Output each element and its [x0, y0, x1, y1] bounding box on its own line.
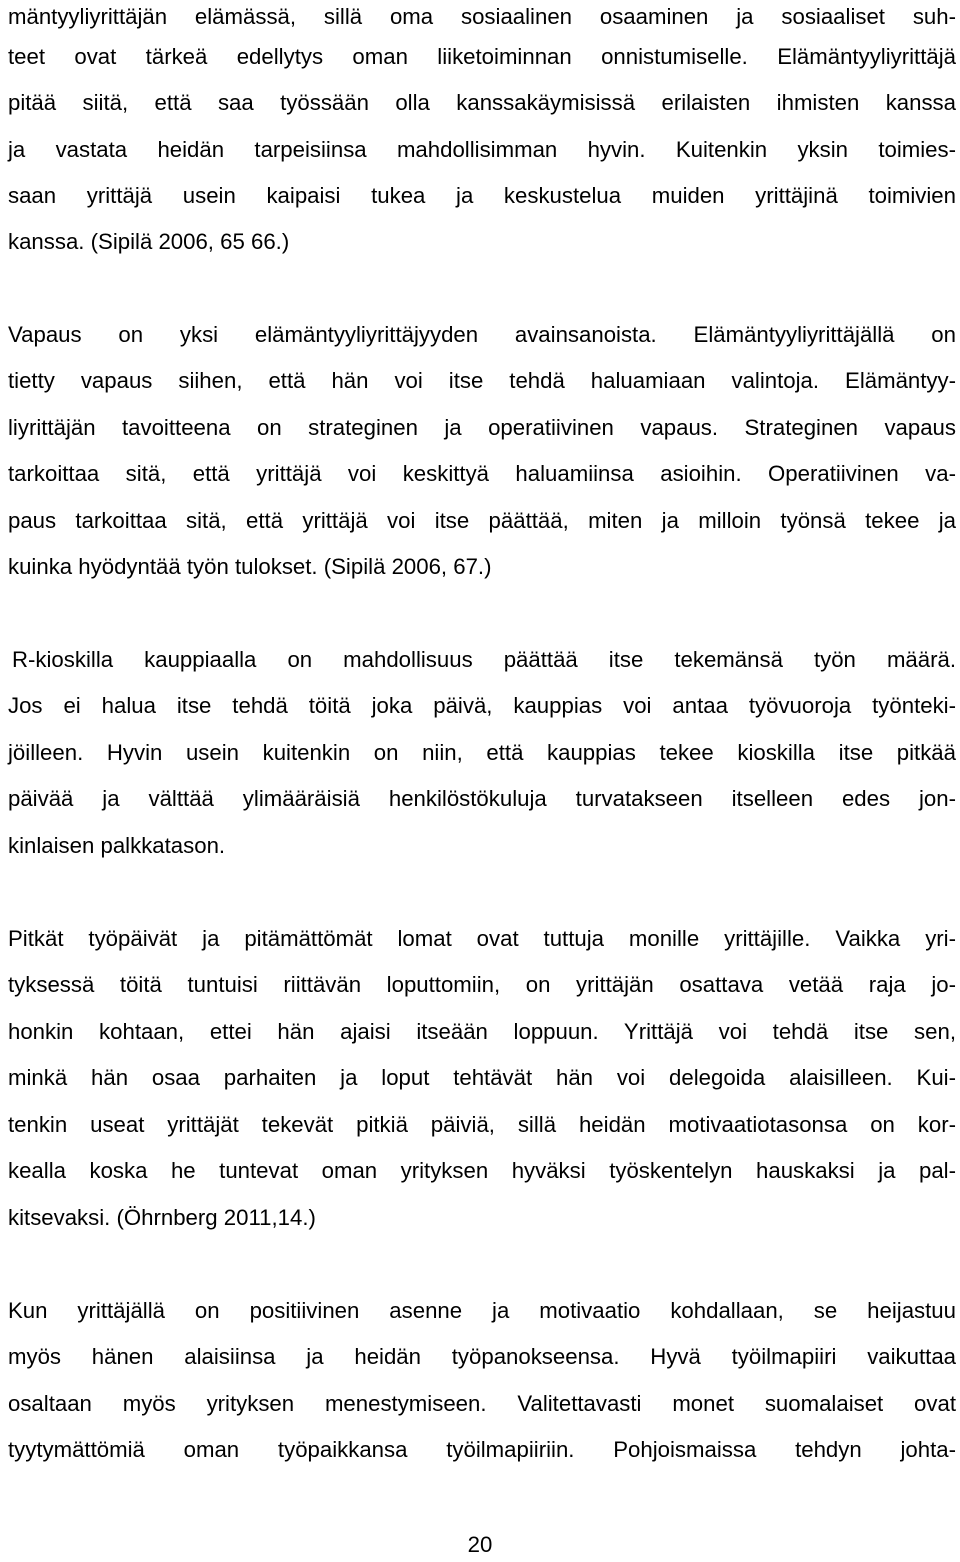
- text-line: kitsevaksi. (Öhrnberg 2011,14.): [8, 1205, 316, 1230]
- page-number: 20: [467, 1532, 493, 1557]
- text-line: Kun yrittäjällä on positiivinen asenne ja motivaatio kohdallaan, se heijastuu: [8, 1298, 956, 1323]
- text-line: jöilleen. Hyvin usein kuitenkin on niin, että kauppias tekee kioskilla itse pitkää: [8, 740, 956, 765]
- text-line: tarkoittaa sitä, että yrittäjä voi keskittyä haluamiinsa asioihin. Operatiivinen va-: [8, 461, 956, 486]
- text-line: kinlaisen palkkatason.: [8, 833, 226, 858]
- text-line: minkä hän osaa parhaiten ja loput tehtävät hän voi delegoida alaisilleen. Kui-: [8, 1065, 956, 1090]
- text-line: mäntyyliyrittäjän elämässä, sillä oma sosiaalinen osaaminen ja sosiaaliset suh-: [8, 4, 956, 29]
- text-line: honkin kohtaan, ettei hän ajaisi itseään loppuun. Yrittäjä voi tehdä itse sen,: [8, 1019, 956, 1044]
- text-line: tyksessä töitä tuntuisi riittävän loputtomiin, on yrittäjän osattava vetää raja jo-: [8, 972, 956, 997]
- text-line: tenkin useat yrittäjät tekevät pitkiä päiviä, sillä heidän motivaatiotasonsa on kor-: [8, 1112, 956, 1137]
- text-line: osaltaan myös yrityksen menestymiseen. Valitettavasti monet suomalaiset ovat: [8, 1391, 956, 1416]
- text-line: R-kioskilla kauppiaalla on mahdollisuus päättää itse tekemänsä työn määrä.: [12, 647, 956, 672]
- text-line: Jos ei halua itse tehdä töitä joka päivä, kauppias voi antaa työvuoroja työnteki-: [8, 693, 956, 718]
- text-line: paus tarkoittaa sitä, että yrittäjä voi itse päättää, miten ja milloin työnsä tekee ja: [8, 508, 956, 533]
- text-line: pitää siitä, että saa työssään olla kanssakäymisissä erilaisten ihmisten kanssa: [8, 90, 956, 115]
- text-line: päivää ja välttää ylimääräisiä henkilöstökuluja turvatakseen itselleen edes jon-: [8, 786, 956, 811]
- text-line: Pitkät työpäivät ja pitämättömät lomat ovat tuttuja monille yrittäjille. Vaikka yri-: [8, 926, 956, 951]
- text-line: Vapaus on yksi elämäntyyliyrittäjyyden avainsanoista. Elämäntyyliyrittäjällä on: [8, 322, 956, 347]
- text-line: myös hänen alaisiinsa ja heidän työpanokseensa. Hyvä työilmapiiri vaikuttaa: [8, 1344, 956, 1369]
- text-line: kealla koska he tuntevat oman yrityksen hyväksi työskentelyn hauskaksi ja pal-: [8, 1158, 956, 1183]
- text-line: tyytymättömiä oman työpaikkansa työilmapiiriin. Pohjoismaissa tehdyn johta-: [8, 1437, 956, 1462]
- text-line: saan yrittäjä usein kaipaisi tukea ja keskustelua muiden yrittäjinä toimivien: [8, 183, 956, 208]
- text-line: liyrittäjän tavoitteena on strateginen ja operatiivinen vapaus. Strateginen vapaus: [8, 415, 956, 440]
- text-line: teet ovat tärkeä edellytys oman liiketoiminnan onnistumiselle. Elämäntyyliyrittäjä: [8, 44, 956, 69]
- text-line: ja vastata heidän tarpeisiinsa mahdollisimman hyvin. Kuitenkin yksin toimies-: [8, 137, 956, 162]
- text-line: tietty vapaus siihen, että hän voi itse tehdä haluamiaan valintoja. Elämäntyy-: [8, 368, 956, 393]
- text-line: kanssa. (Sipilä 2006, 65 66.): [8, 229, 290, 254]
- text-line: kuinka hyödyntää työn tulokset. (Sipilä 2006, 67.): [8, 554, 492, 579]
